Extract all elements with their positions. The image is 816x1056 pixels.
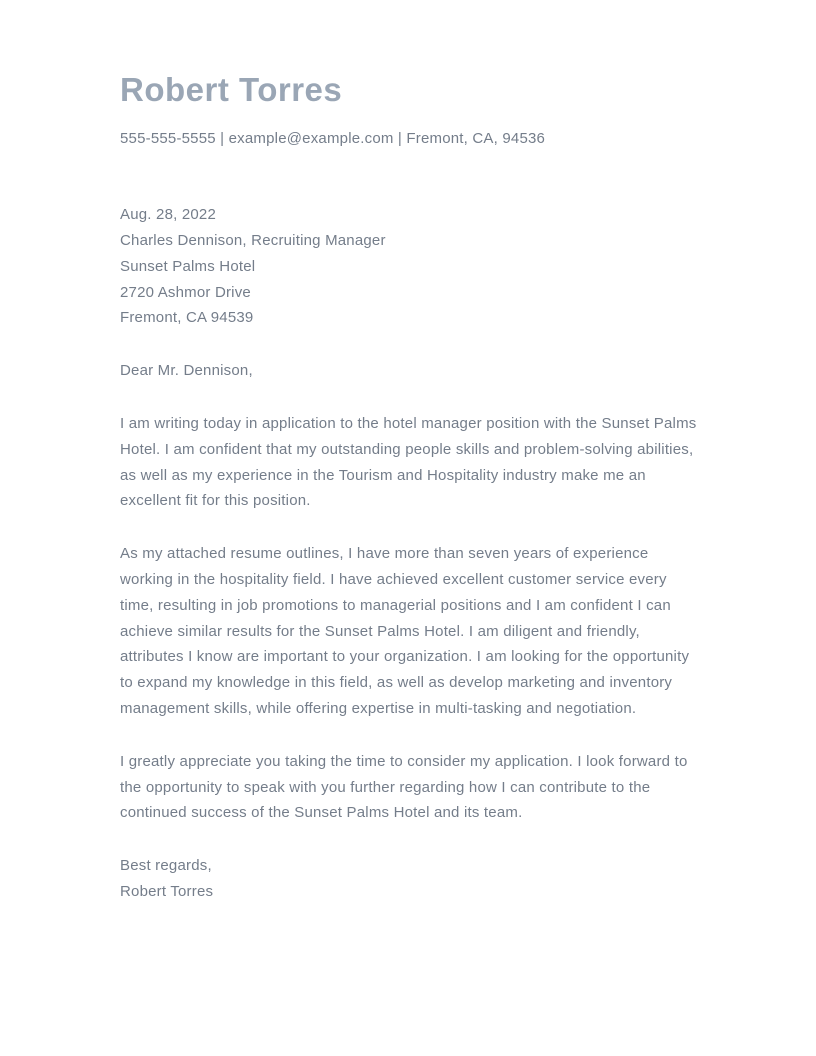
recipient-name-title: Charles Dennison, Recruiting Manager	[120, 232, 386, 250]
letter-date: Aug. 28, 2022	[120, 206, 217, 224]
recipient-street-address: 2720 Ashmor Drive	[120, 283, 251, 301]
signature-name: Robert Torres	[120, 883, 214, 901]
letter-paragraph-intro: I am writing today in application to the hotel manager position with the Sunset Palms Hotel. I am confident that my outstanding people skills and problem-solving abilities, as well as my experience in the Tourism and Hospitality industry make me an excellent fit for this position.	[120, 415, 697, 510]
letter-paragraph-closing: I greatly appreciate you taking the time to consider my application. I look forward to the opportunity to speak with you further regarding how I can contribute to the continued success of the Sunset Palms Hotel and its team.	[120, 752, 688, 822]
valediction: Best regards,	[120, 857, 212, 875]
recipient-city-state-zip: Fremont, CA 94539	[120, 309, 254, 327]
recipient-block	[120, 202, 700, 331]
salutation: Dear Mr. Dennison,	[120, 362, 253, 380]
sender-contact-line: 555-555-5555 | example@example.com | Fremont, CA, 94536	[120, 130, 546, 148]
sender-name-heading: Robert Torres	[120, 71, 343, 108]
letter-paragraph-experience: As my attached resume outlines, I have more than seven years of experience working in the hospitality field. I have achieved excellent customer service every time, resulting in job promotions to managerial positions and I am confident I can achieve similar results for the Sunset Palms Hotel. I am diligent and friendly, attributes I know are important to your organization. I am looking for the opportunity to expand my knowledge in this field, as well as develop marketing and inventory management skills, while offering expertise in multi-tasking and negotiation.	[120, 545, 690, 718]
recipient-company: Sunset Palms Hotel	[120, 257, 256, 275]
closing-block	[120, 853, 700, 905]
letter-content	[120, 72, 700, 905]
